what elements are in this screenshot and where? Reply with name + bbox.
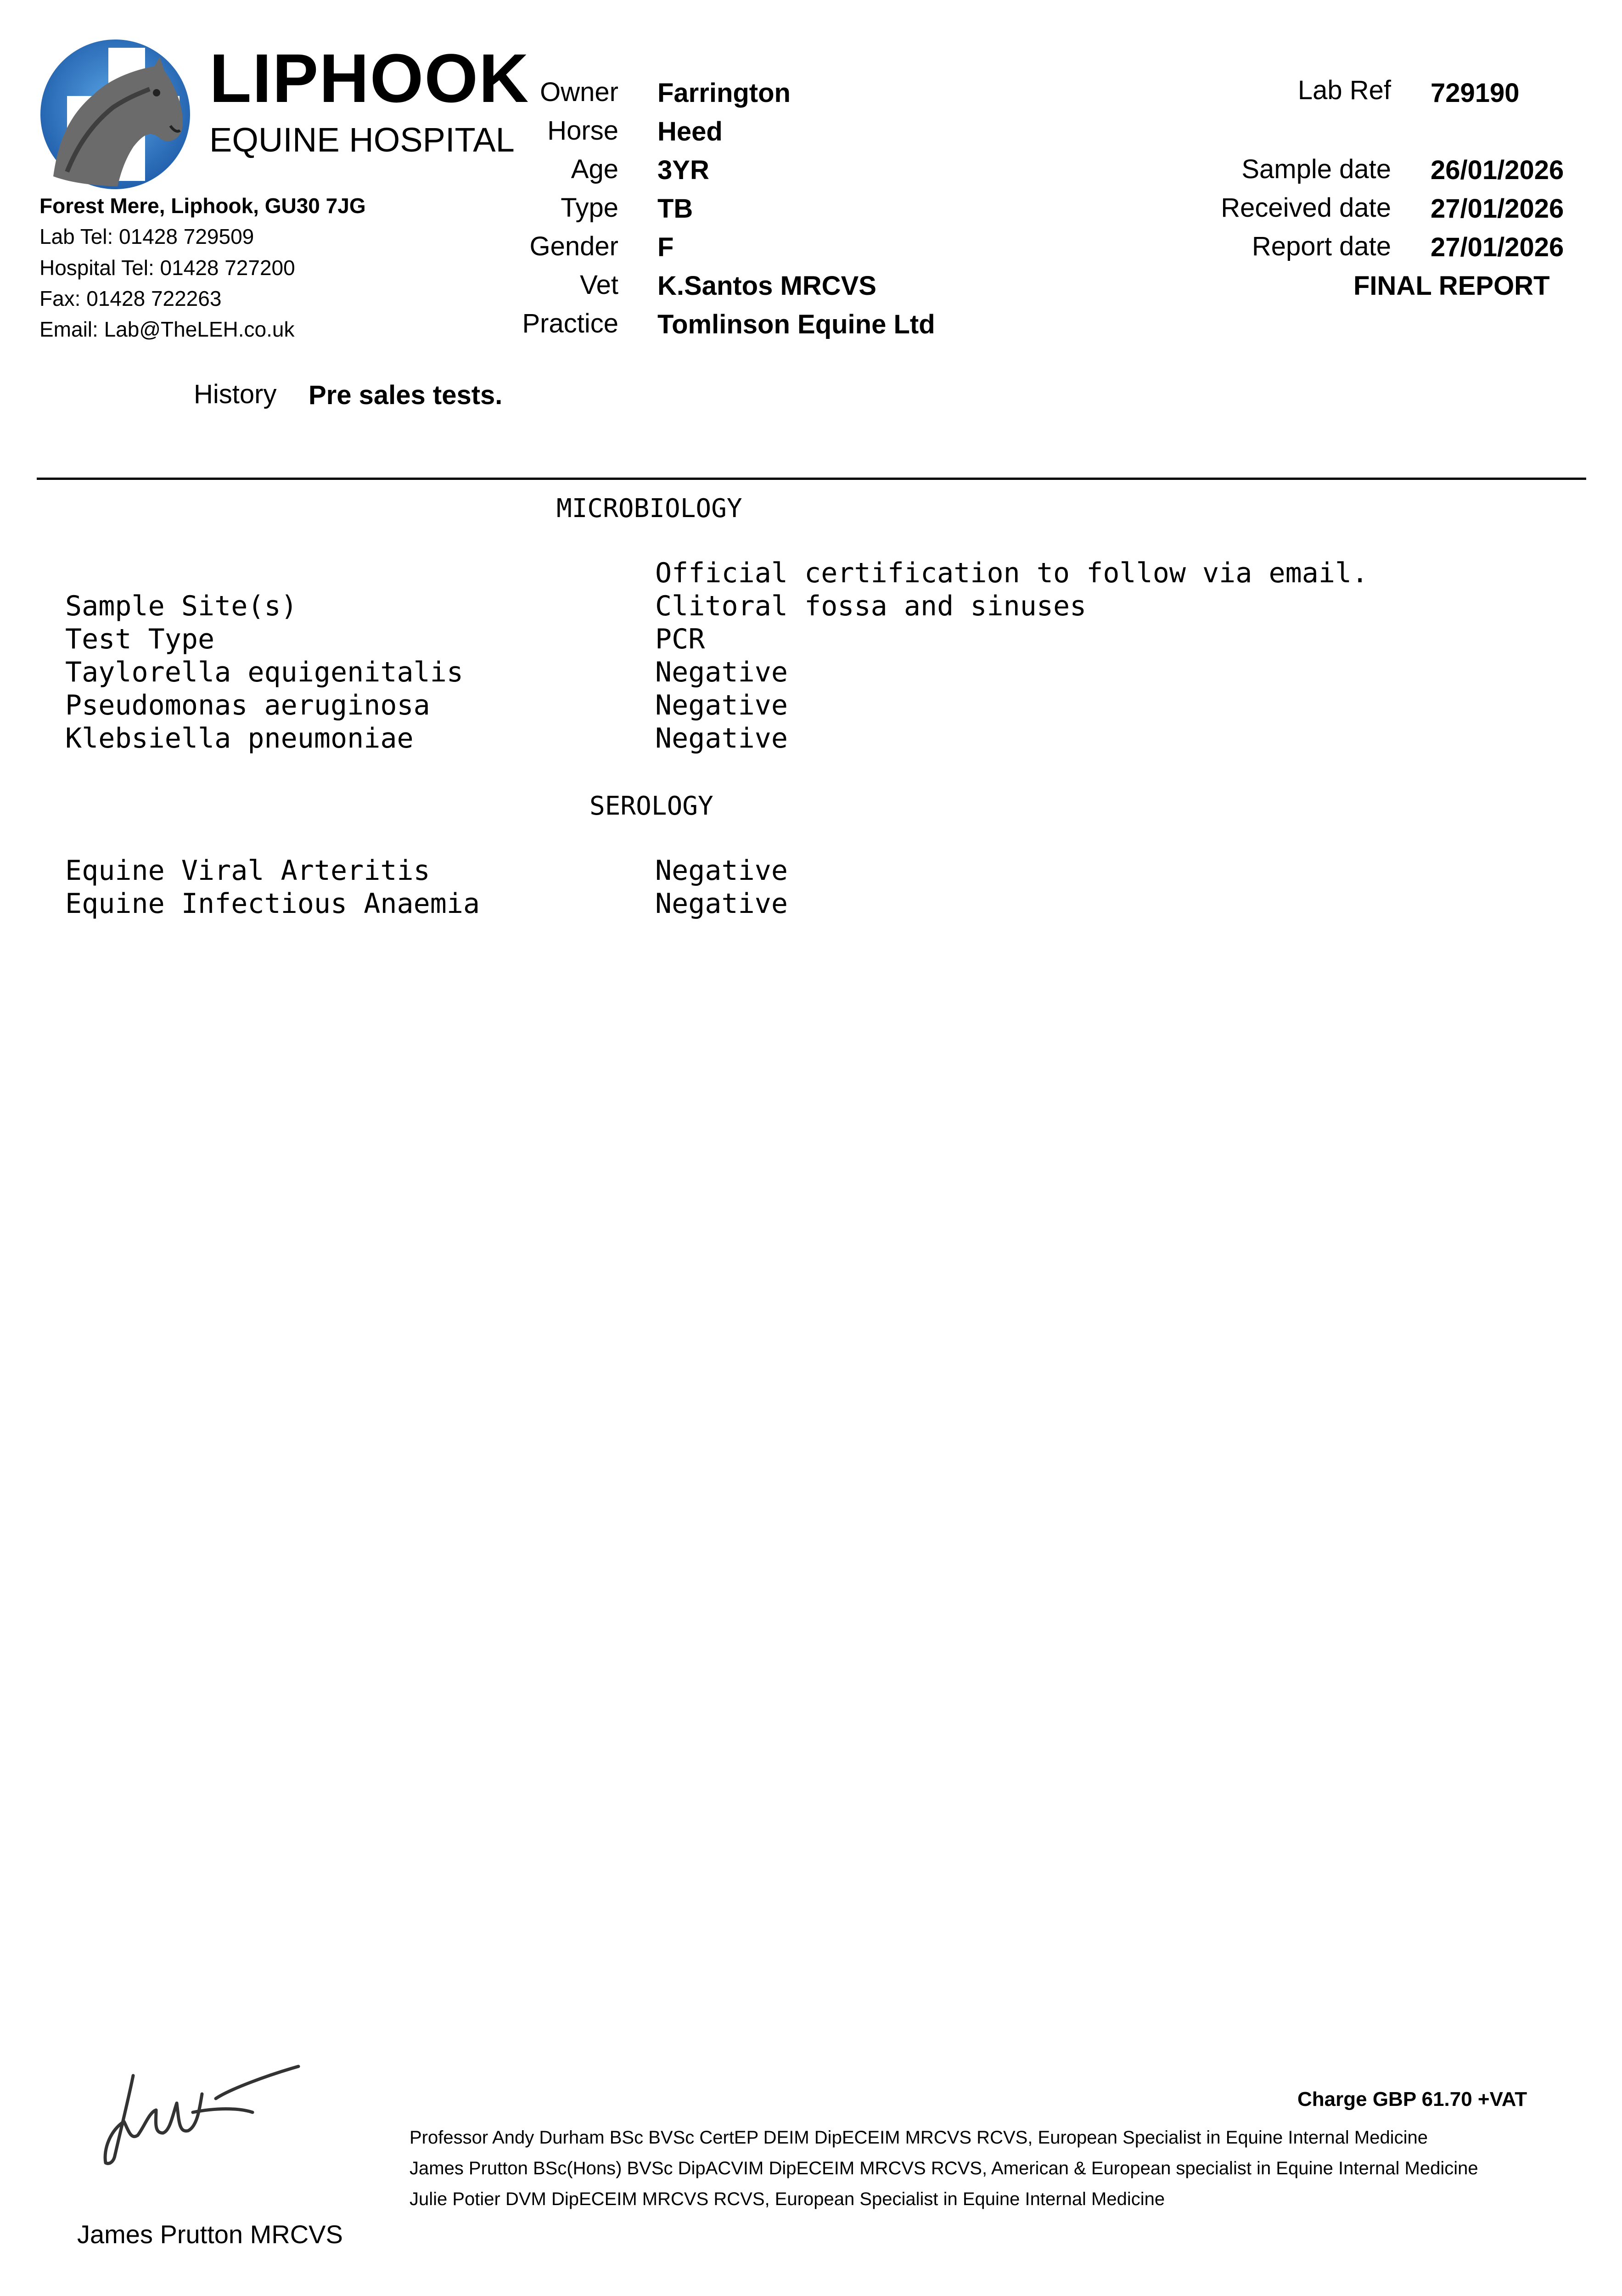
result-name: Klebsiella pneumoniae bbox=[65, 722, 414, 754]
result-name: Sample Site(s) bbox=[65, 590, 297, 622]
lab-ref-value: 729190 bbox=[1431, 78, 1520, 108]
vet-label: Vet bbox=[580, 270, 618, 300]
result-value: Negative bbox=[655, 888, 788, 920]
serology-heading: SEROLOGY bbox=[589, 791, 713, 821]
brand-subtitle: EQUINE HOSPITAL bbox=[209, 121, 515, 159]
result-name: Taylorella equigenitalis bbox=[65, 656, 463, 688]
report-date-value: 27/01/2026 bbox=[1431, 232, 1564, 262]
received-date-label: Received date bbox=[1221, 193, 1391, 223]
sample-date-value: 26/01/2026 bbox=[1431, 155, 1564, 185]
result-value: Negative bbox=[655, 689, 788, 721]
result-name: Equine Viral Arteritis bbox=[65, 855, 430, 887]
result-name: Pseudomonas aeruginosa bbox=[65, 689, 430, 721]
result-name: Test Type bbox=[65, 623, 215, 655]
history-value: Pre sales tests. bbox=[309, 380, 503, 410]
microbiology-heading: MICROBIOLOGY bbox=[556, 494, 742, 523]
report-date-label: Report date bbox=[1252, 231, 1391, 261]
section-divider bbox=[37, 478, 1586, 480]
lab-tel: Lab Tel: 01428 729509 bbox=[39, 225, 254, 248]
type-value: TB bbox=[657, 194, 693, 224]
practice-value: Tomlinson Equine Ltd bbox=[657, 310, 935, 339]
result-value: Clitoral fossa and sinuses bbox=[655, 590, 1087, 622]
result-name: Equine Infectious Anaemia bbox=[65, 888, 480, 920]
horse-value: Heed bbox=[657, 117, 723, 146]
lab-ref-label: Lab Ref bbox=[1297, 75, 1391, 105]
result-value: PCR bbox=[655, 623, 705, 655]
certification-note: Official certification to follow via email. bbox=[655, 557, 1369, 589]
signatory-name: James Prutton MRCVS bbox=[77, 2220, 343, 2249]
hospital-tel: Hospital Tel: 01428 727200 bbox=[39, 256, 295, 280]
age-label: Age bbox=[571, 154, 618, 184]
practice-label: Practice bbox=[522, 309, 618, 338]
result-value: Negative bbox=[655, 656, 788, 688]
staff-line: Professor Andy Durham BSc BVSc CertEP DEIM DipECEIM MRCVS RCVS, European Specialist in Equine Internal Medicine bbox=[410, 2127, 1428, 2148]
sample-date-label: Sample date bbox=[1241, 154, 1391, 184]
report-status: FINAL REPORT bbox=[1353, 271, 1550, 301]
gender-label: Gender bbox=[529, 231, 618, 261]
age-value: 3YR bbox=[657, 155, 709, 185]
horse-label: Horse bbox=[547, 116, 618, 146]
hospital-logo-icon bbox=[39, 39, 191, 190]
fax: Fax: 01428 722263 bbox=[39, 287, 222, 310]
vet-value: K.Santos MRCVS bbox=[657, 271, 876, 301]
staff-line: James Prutton BSc(Hons) BVSc DipACVIM DipECEIM MRCVS RCVS, American & European specialist in Equine Internal Medicine bbox=[410, 2158, 1478, 2178]
owner-label: Owner bbox=[540, 77, 618, 107]
gender-value: F bbox=[657, 232, 674, 262]
hospital-address: Forest Mere, Liphook, GU30 7JG bbox=[39, 194, 366, 218]
history-label: History bbox=[194, 379, 277, 409]
staff-line: Julie Potier DVM DipECEIM MRCVS RCVS, European Specialist in Equine Internal Medicine bbox=[410, 2189, 1165, 2209]
type-label: Type bbox=[561, 193, 618, 223]
charge: Charge GBP 61.70 +VAT bbox=[1297, 2088, 1527, 2110]
received-date-value: 27/01/2026 bbox=[1431, 194, 1564, 224]
result-value: Negative bbox=[655, 855, 788, 887]
email: Email: Lab@TheLEH.co.uk bbox=[39, 317, 295, 341]
owner-value: Farrington bbox=[657, 78, 791, 108]
signature-icon bbox=[78, 2057, 317, 2177]
brand-title: LIPHOOK bbox=[209, 39, 530, 117]
result-value: Negative bbox=[655, 722, 788, 754]
